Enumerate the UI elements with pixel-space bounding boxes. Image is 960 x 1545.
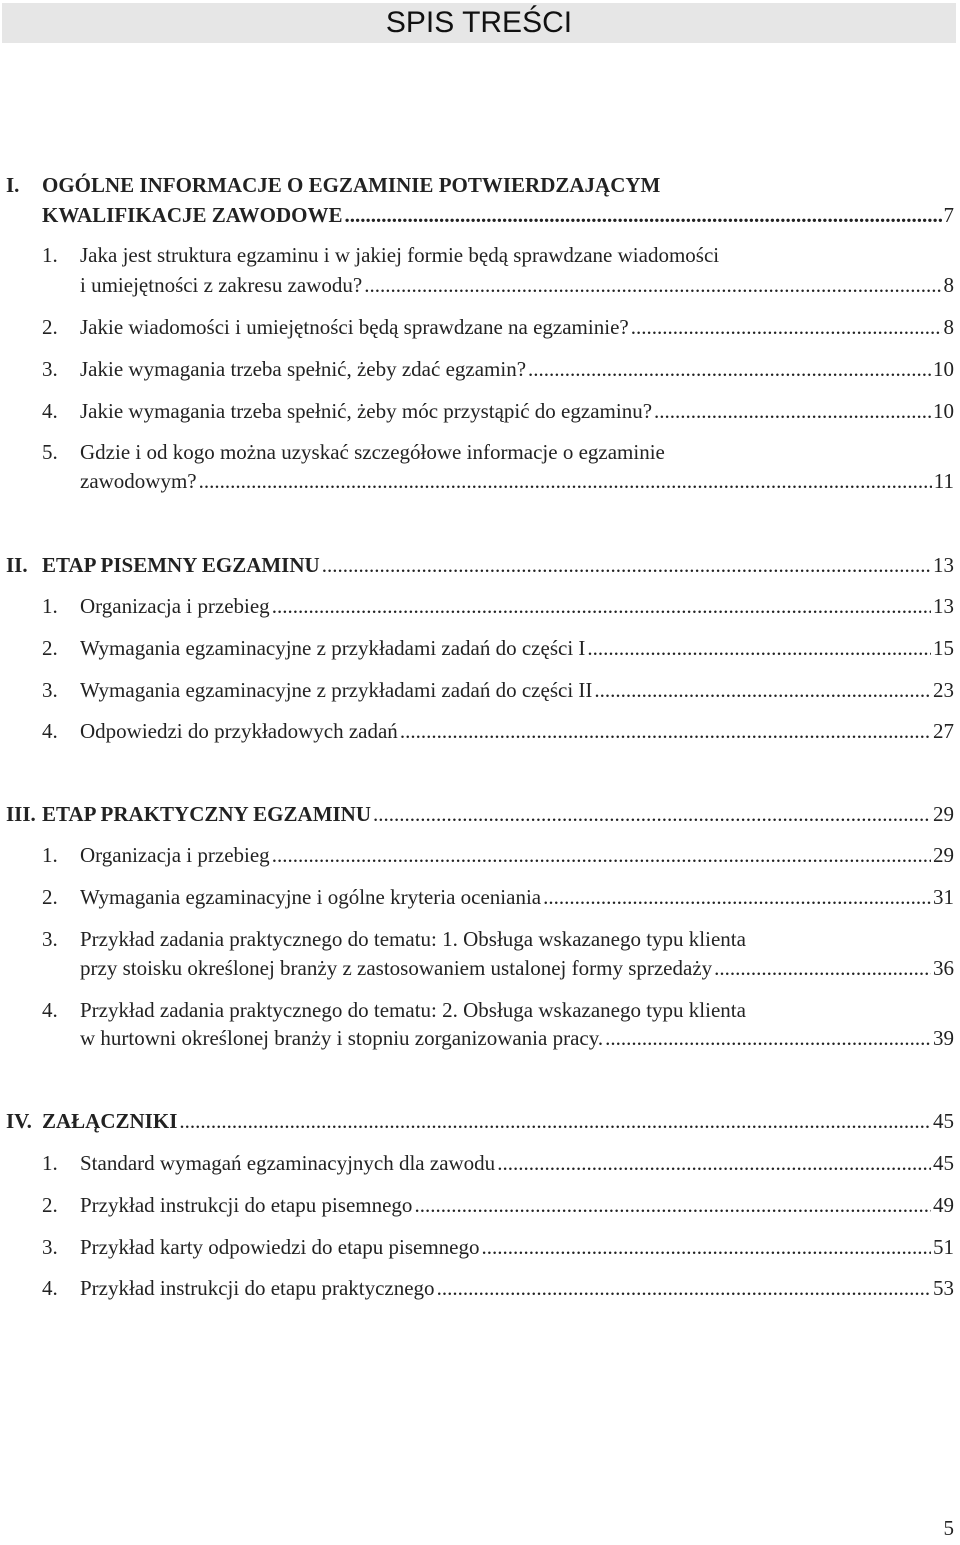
dot-leader	[594, 675, 931, 705]
dot-leader	[654, 396, 931, 426]
toc-title: ZAŁĄCZNIKI	[42, 1109, 178, 1133]
toc-section-2[interactable]	[0, 550, 960, 580]
toc-item[interactable]	[0, 995, 960, 1025]
dot-leader	[364, 270, 941, 300]
toc-item-cont[interactable]	[0, 270, 960, 300]
toc-title: w hurtowni określonej branży i stopniu zorganizowania pracy.	[80, 1026, 604, 1050]
toc-item[interactable]	[0, 312, 960, 342]
toc-item[interactable]	[0, 924, 960, 954]
toc-title: Przykład zadania praktycznego do tematu: 2. Obsługa wskazanego typu klienta	[80, 998, 746, 1022]
toc-title: Organizacja i przebieg	[80, 594, 270, 618]
toc-title: Odpowiedzi do przykładowych zadań	[80, 719, 398, 743]
toc-item[interactable]	[0, 840, 960, 870]
toc-number: 4.	[42, 399, 58, 423]
toc-item[interactable]	[0, 716, 960, 746]
toc-section-1[interactable]	[0, 170, 960, 200]
toc-number: 3.	[42, 678, 58, 702]
toc-title: Jaka jest struktura egzaminu i w jakiej formie będą sprawdzane wiadomości	[80, 243, 720, 267]
toc-page: 10	[933, 357, 954, 381]
toc-number: I.	[6, 173, 20, 197]
dot-leader	[714, 953, 931, 983]
toc-section-1-cont[interactable]	[0, 200, 960, 230]
toc-title: Wymagania egzaminacyjne z przykładami zadań do części II	[80, 678, 593, 702]
toc-item[interactable]	[0, 633, 960, 663]
toc-number: 3.	[42, 357, 58, 381]
toc-section-4[interactable]	[0, 1106, 960, 1136]
dot-leader	[543, 882, 931, 912]
toc-number: 1.	[42, 243, 58, 267]
toc-number: 1.	[42, 843, 58, 867]
toc-item[interactable]	[0, 354, 960, 384]
toc-page: 8	[943, 315, 954, 339]
dot-leader	[199, 466, 932, 496]
dot-leader	[373, 799, 931, 829]
toc-page: 45	[933, 1151, 954, 1175]
dot-leader	[481, 1232, 931, 1262]
toc-item[interactable]	[0, 1148, 960, 1178]
dot-leader	[272, 591, 931, 621]
dot-leader	[322, 550, 931, 580]
toc-title: Jakie wymagania trzeba spełnić, żeby móc przystąpić do egzaminu?	[80, 399, 653, 423]
toc-title: Przykład zadania praktycznego do tematu: 1. Obsługa wskazanego typu klienta	[80, 927, 746, 951]
dot-leader	[414, 1190, 931, 1220]
toc-title: KWALIFIKACJE ZAWODOWE	[42, 203, 343, 227]
toc-title: Przykład instrukcji do etapu praktycznego	[80, 1276, 435, 1300]
dot-leader	[272, 840, 931, 870]
toc-item-cont[interactable]	[0, 466, 960, 496]
toc-title: Standard wymagań egzaminacyjnych dla zawodu	[80, 1151, 496, 1175]
toc-title: Przykład instrukcji do etapu pisemnego	[80, 1193, 413, 1217]
dot-leader	[344, 200, 941, 230]
toc-number: IV.	[6, 1109, 32, 1133]
dot-leader	[528, 354, 931, 384]
dot-leader	[587, 633, 931, 663]
toc-item[interactable]	[0, 882, 960, 912]
toc-number: 4.	[42, 719, 58, 743]
toc-page: 51	[933, 1235, 954, 1259]
toc-title: Jakie wymagania trzeba spełnić, żeby zdać egzamin?	[80, 357, 527, 381]
toc-title: przy stoisku określonej branży z zastosowaniem ustalonej formy sprzedaży	[80, 956, 713, 980]
toc-number: II.	[6, 553, 28, 577]
toc-page: 10	[933, 399, 954, 423]
toc-item[interactable]	[0, 437, 960, 467]
toc-page: 45	[933, 1109, 954, 1133]
toc-page: 29	[933, 843, 954, 867]
toc-title: ETAP PISEMNY EGZAMINU	[42, 553, 320, 577]
toc-number: 2.	[42, 1193, 58, 1217]
toc-page: 8	[943, 273, 954, 297]
toc-number: 2.	[42, 885, 58, 909]
toc-number: 1.	[42, 594, 58, 618]
toc-page: 39	[933, 1026, 954, 1050]
toc-page: 13	[933, 553, 954, 577]
toc-number: 3.	[42, 927, 58, 951]
toc-number: 4.	[42, 1276, 58, 1300]
page-number: 5	[943, 1516, 954, 1540]
toc-number: 4.	[42, 998, 58, 1022]
toc-title: Wymagania egzaminacyjne z przykładami zadań do części I	[80, 636, 586, 660]
toc-number: 3.	[42, 1235, 58, 1259]
toc-item[interactable]	[0, 240, 960, 270]
toc-page: 31	[933, 885, 954, 909]
dot-leader	[497, 1148, 931, 1178]
toc-item[interactable]	[0, 1190, 960, 1220]
toc-title: Przykład karty odpowiedzi do etapu pisemnego	[80, 1235, 480, 1259]
toc-title: OGÓLNE INFORMACJE O EGZAMINIE POTWIERDZAJĄCYM	[42, 173, 661, 197]
toc-page: 11	[933, 469, 954, 493]
toc-number: 5.	[42, 440, 58, 464]
toc-section-3[interactable]	[0, 799, 960, 829]
toc-page: 49	[933, 1193, 954, 1217]
toc-item[interactable]	[0, 1232, 960, 1262]
toc-page: 27	[933, 719, 954, 743]
toc-number: 2.	[42, 636, 58, 660]
toc-title: Wymagania egzaminacyjne i ogólne kryteria oceniania	[80, 885, 542, 909]
dot-leader	[631, 312, 942, 342]
toc-page: 13	[933, 594, 954, 618]
toc-title: zawodowym?	[80, 469, 197, 493]
toc-title: i umiejętności z zakresu zawodu?	[80, 273, 363, 297]
toc-title: Jakie wiadomości i umiejętności będą sprawdzane na egzaminie?	[80, 315, 629, 339]
toc-title: Gdzie i od kogo można uzyskać szczegółowe informacje o egzaminie	[80, 440, 665, 464]
page-title: SPIS TREŚCI	[385, 6, 573, 39]
toc-page: 36	[933, 956, 954, 980]
dot-leader	[605, 1023, 931, 1053]
toc-page: 53	[933, 1276, 954, 1300]
toc-item-cont[interactable]	[0, 953, 960, 983]
dot-leader	[400, 716, 931, 746]
title-bar	[2, 3, 956, 43]
dot-leader	[179, 1106, 931, 1136]
dot-leader	[437, 1273, 931, 1303]
toc-item[interactable]	[0, 1273, 960, 1303]
toc-page: 29	[933, 802, 954, 826]
toc-number: 2.	[42, 315, 58, 339]
toc-number: 1.	[42, 1151, 58, 1175]
toc-page: 7	[943, 203, 954, 227]
toc-item-cont[interactable]	[0, 1023, 960, 1053]
toc-item[interactable]	[0, 591, 960, 621]
toc-item[interactable]	[0, 396, 960, 426]
toc-title: ETAP PRAKTYCZNY EGZAMINU	[42, 802, 372, 826]
toc-item[interactable]	[0, 675, 960, 705]
toc-number: III.	[6, 802, 36, 826]
toc-page: 23	[933, 678, 954, 702]
toc-title: Organizacja i przebieg	[80, 843, 270, 867]
toc-page: 15	[933, 636, 954, 660]
